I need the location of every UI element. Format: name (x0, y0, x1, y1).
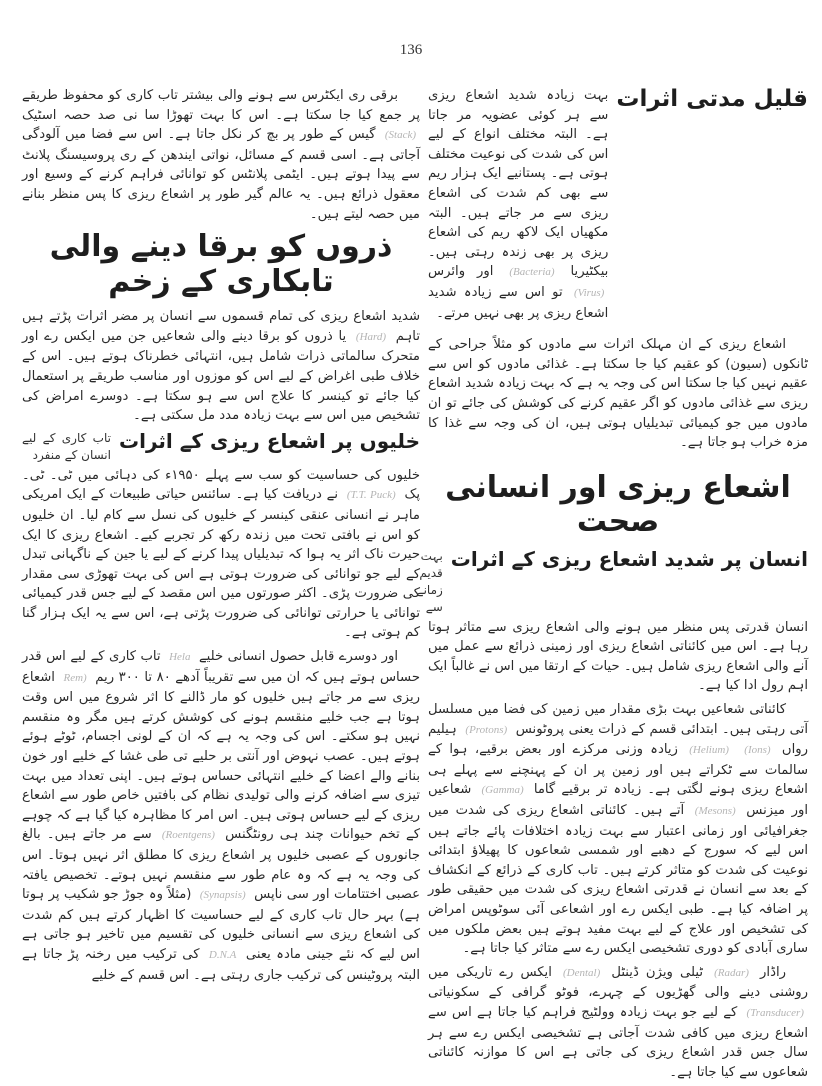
paragraph-text: سے مر جاتے ہیں۔ بالغ جانوروں کے عصبی خلیوں پر اشعاع ریزی کا مطلق اثر نہیں ہوتا۔ اس کی وجہ یہ ہے کہ وہ عام طور سے منقسم نہیں ہوتے۔ تخصیص یافتہ عصبی اختتامات اور سی ناپس (22, 827, 420, 903)
paragraph (428, 86, 608, 323)
paragraph-text: برقی ری ایکٹرس سے ہونے والی بیشتر تاب کاری کو محفوظ طریقے پر جمع کیا جا سکتا ہے۔ اس کا بہت تھوڑا سا نی صد حصہ اسٹیک (22, 88, 420, 123)
paragraph-text: اور وائرس (428, 264, 494, 280)
paragraph-text: زیادہ وزنی مرکزے اور بعض برقیے، ہوا کے سالمات سے ٹکراتے ہیں اور زمین پر ان کے پہنچنے سے پہلے ہی اشعاع ریزی ہونے لگتی ہے۔ زیادہ تر برقیے گاما (428, 742, 808, 798)
english-term: (Hard) (355, 330, 387, 343)
paragraph: اشعاع ریزی کے ان مہلک اثرات سے مادوں کو مثلاً جراحی کے ٹانکوں (سیون) کو عقیم کیا جا سکتا ہے۔ غذائی مادوں کو اس سے عقیم نہیں کیا جا سکتا اس کی وجہ یہ ہے کہ بہت زیادہ شدید اشعاع ریزی سے غذائی مادوں کو اگر عقیم کرنے کی کوشش کی جائے تو ان مادوں میں جو کیمیائی تبدیلیاں ہوتی ہیں، ان کی وجہ سے غذا کا مزہ خراب ہو جاتا ہے۔ (428, 337, 808, 451)
paragraph-text: تو اس سے زیادہ شدید اشعاع ریزی پر بھی نہیں مرتے۔ (428, 284, 609, 321)
paragraph (428, 700, 808, 959)
section-heading: خلیوں پر اشعاع ریزی کے اثرات (118, 428, 420, 453)
english-term: (Transducer) (746, 1006, 804, 1019)
paragraph-text: یا ذروں کو برقا دینے والی شعاعیں جن میں ایکس رے اور متحرک سالماتی ذرات شامل ہیں، انتہائی خطرناک ہوتے ہیں۔ اس کے خلاف طبی اغراض کے لیے اس کو موزوں اور مناسب طریقے پر استعمال کیا جائے تو کینسر کا علاج اس سے ہو سکتا ہے۔ دوسرے امراض کی تشخیص میں اس سے بہت زیادہ مدد مل سکتی ہے۔ (22, 328, 420, 424)
paragraph (22, 466, 420, 643)
english-term: (Protons) (465, 723, 508, 736)
paragraph-text: ٹیلی ویژن ڈینٹل (611, 964, 704, 980)
paragraph-text: اشعاع ریزی سے مر جاتے ہیں خلیوں کو مار ڈالنے کا اثر شروع میں اس وقت ہوتا ہے جب خلیے منقسم ہونے کی کوشش کرتے ہیں مگر وہ منقسم نہیں ہو سکتے۔ اس کی وجہ یہ ہے کہ ان کے لونی اجسام، ٹوٹے ہوئے ہوتے ہیں۔ عصب نہوض اور آنتی بر حلیے تی طی غشا کے خلیے اور خون بنانے والے اعضا کے خلیے انتہائی حساس ہوتے ہیں۔ اپنی تعداد میں بہت تیزی سے اضافہ کرنے والی تولیدی نظام کی بافتیں خاص طور سے اشعاع ریزی کے لیے حساس ہوتی ہیں۔ اس امر کا مظاہرہ کیا گیا ہے کہ چوہے کے تخم حیوانات چند ہی رونٹگنس (22, 669, 420, 843)
paragraph (22, 307, 420, 426)
paragraph-text: کے لیے جو بہت زیادہ وولٹیج فراہم کیا جاتا ہے اس سے اشعاع ریزی میں کافی شدت آجاتی ہے تشخیصی ایکس رے سے ہر سال جس قدر اشعاع ریزی کی جاتی ہے اس کا موازنہ کائناتی شعاعوں سے کیا جاتا ہے۔ (428, 1004, 808, 1080)
paragraph-text: تاب کاری کے لیے اس قدر حساس ہوتے ہیں کہ ان میں سے تقریباً آدھے ۸۰ تا ۳۰۰ ریم (22, 649, 420, 685)
section-heading: قلیل مدتی اثرات (616, 86, 808, 112)
section-heading: انسان پر شدید اشعاع ریزی کے اثرات (450, 546, 808, 571)
section-heading: اشعاع ریزی اور انسانی صحت (445, 469, 791, 540)
left-column (22, 86, 420, 989)
english-term: (Stack) (384, 129, 416, 142)
paragraph (22, 86, 420, 224)
subheading-row (428, 86, 808, 323)
paragraph-text: شدید اشعاع ریزی کی تمام قسموں سے انسان پر مضر اثرات پڑتے ہیں تاہم (22, 309, 420, 344)
subheading-row (22, 430, 420, 464)
paragraph-text: راڈار (760, 964, 786, 980)
right-column (416, 86, 809, 1086)
paragraph-text: گیس کے طور پر بچ کر نکل جاتا ہے۔ اس سے فضا میں آلودگی آجاتی ہے۔ اسی قسم کے مسائل، نواتی ایندھن کے ری پروسیسنگ پلانٹ سے پیدا ہوتے ہیں۔ ایٹمی پلانٹس کو توانائی فراہم کرنے کے وسیع اور معقول ذرائع ہیں۔ یہ عالم گیر طور پر اشعاع ریزی کا پس منظر بنانے میں حصہ لیتے ہیں۔ (22, 127, 420, 222)
heading-side-text: بہت قدیم زمانے سے (416, 548, 443, 614)
paragraph-text: خلیوں کی حساسیت کو سب سے پہلے ۱۹۵۰ء کی دہائی میں ٹی۔ ٹی۔ پک (22, 467, 420, 503)
english-term: (Mesons) (694, 805, 736, 818)
paragraph-text: کائناتی شعاعیں بہت بڑی مقدار میں زمین کی فضا میں مسلسل آتی رہتی ہیں۔ ابتدائی قسم کے ذرات یعنی پروٹونس (428, 702, 809, 737)
paragraph (428, 963, 808, 1083)
english-term: (Dental) (562, 966, 601, 979)
paragraph: انسان قدرتی پس منظر میں ہونے والی اشعاع ریزی سے متاثر ہوتا رہا ہے۔ اس میں کائناتی اشعاع ریزی اور زمینی ذرائع سے عمل میں آنے والی اشعاع ریزی شامل ہیں۔ حیات کے ارتقا میں اس نے غالباً ایک اہم رول ادا کیا ہے۔ (428, 619, 808, 694)
heading-side-text: تاب کاری کے لیے انسان کے منفرد (22, 430, 111, 462)
english-term: D.N.A (208, 948, 237, 961)
english-term: (Gamma) (481, 784, 524, 797)
paragraph-text: (مثلاً وہ جوڑ جو شکیب پر ہوتا ہے) بہر حال تاب کاری کے لیے حساسیت کا اظہار کرتے ہیں کم شدت کی اشعاع ریزی سے انسانی خلیوں کی تقسیم میں تاخیر ہو جاتی ہے اس لیے کہ نئے جینی مادہ یعنی (22, 887, 420, 962)
english-term: (Ions) (744, 744, 771, 757)
paragraph (22, 647, 420, 985)
english-term: (Virus) (574, 286, 605, 299)
section-heading: ذروں کو برقا دینے والی تابکاری کے زخم (49, 229, 393, 299)
paragraph-text: شعاعیں اور میزنس (428, 782, 809, 819)
paragraph-text: آتے ہیں۔ کائناتی اشعاع ریزی کی شدت میں جغرافیائی اور زمانی اعتبار سے بہت زیادہ اختلافات پائے جاتے ہیں اس لیے کہ سورج کے دھبے اور شمسی شعاعوں کا پھیلاؤ ابتدائی نوعیت کی شدت کو متاثر کرتے ہیں۔ تاب کاری کے ذرائع کے انکشاف کے بعد سے انسان نے قدرتی اشعاع ریزی کی شدت میں حقیقی طور پر اضافہ کیا ہے۔ طبی ایکس رے اور اشعاعی آئی سوٹوپس امراض کی تشخیص اور علاج کے لیے بہت مفید ہوتے ہیں بعض ملکوں میں ساری آبادی کو دوری تشخیصی ایکس رے سے متاثر کیا جاتا ہے۔ (428, 803, 808, 957)
paragraph-text: اور دوسرے قابل حصول انسانی خلیے (198, 649, 398, 665)
paragraph-text: ایکس رے تاریکی میں روشنی دینے والی گھڑیوں کے چہرے، فوٹو گرافی کے سکونیاتی (428, 964, 808, 1001)
english-term: Rem) (63, 671, 87, 684)
paragraph-text: کی ترکیب میں رخنہ پڑ جاتا ہے البتہ پروٹینس کی ترکیب جاری رہتی ہے۔ اس قسم کے خلیے (22, 946, 420, 983)
paragraph-text: نے دریافت کیا ہے۔ سائنس حیاتی طبیعات کے ایک امریکی ماہر نے انسانی عنقی کینسر کے خلیوں کی نسل سے کام لیا۔ ان خلیوں کو اس نے بافتی تحت میں زندہ رکھ کر تجربے کیے۔ اشعاع ریزی کا ایک حیرت ناک اثر یہ ہوا کہ تبدیلیاں پیدا کرنے کے لیے یا جین کے ناگہانی تبدل کے لیے جو توانائی کی ضرورت ہوتی ہے اس کی بہت تھوڑی سی مقدار کی ضرورت پڑی۔ اکثر صورتوں میں اس مقصد کے لیے جس قدر کیمیائی توانائی یا حرارتی توانائی کی ضرورت پڑتی ہے، اس سے یہ ایک ہزار گنا کم ہوتی ہے۔ (22, 487, 420, 641)
english-term: Hela (169, 651, 191, 664)
english-term: (Radar) (714, 966, 749, 979)
page-number: 136 (399, 42, 423, 58)
subheading-row (416, 546, 808, 616)
english-term: (Helium) (689, 744, 729, 757)
english-term: (T.T. Puck) (346, 489, 396, 502)
paragraph-text: بہت زیادہ شدید اشعاع ریزی سے ہر کوئی عضویہ مر جاتا ہے۔ البتہ مختلف انواع کے لیے اس کی شدت کی نوعیت مختلف ہوتی ہے۔ پستانیے ایک ہزار ریم سے بھی کم شدت کی اشعاع ریزی سے مر جاتے ہیں۔ البتہ مکھیاں ایک لاکھ ریم کی اشعاع ریزی پر بھی زندہ رہتی ہیں۔ بیکٹیریا (428, 88, 609, 280)
english-term: (Synapsis) (199, 889, 246, 902)
paragraph-text: ہیلیم رواں (428, 721, 808, 758)
english-term: (Bacteria) (509, 266, 555, 279)
english-term: (Roentgens) (161, 829, 215, 842)
